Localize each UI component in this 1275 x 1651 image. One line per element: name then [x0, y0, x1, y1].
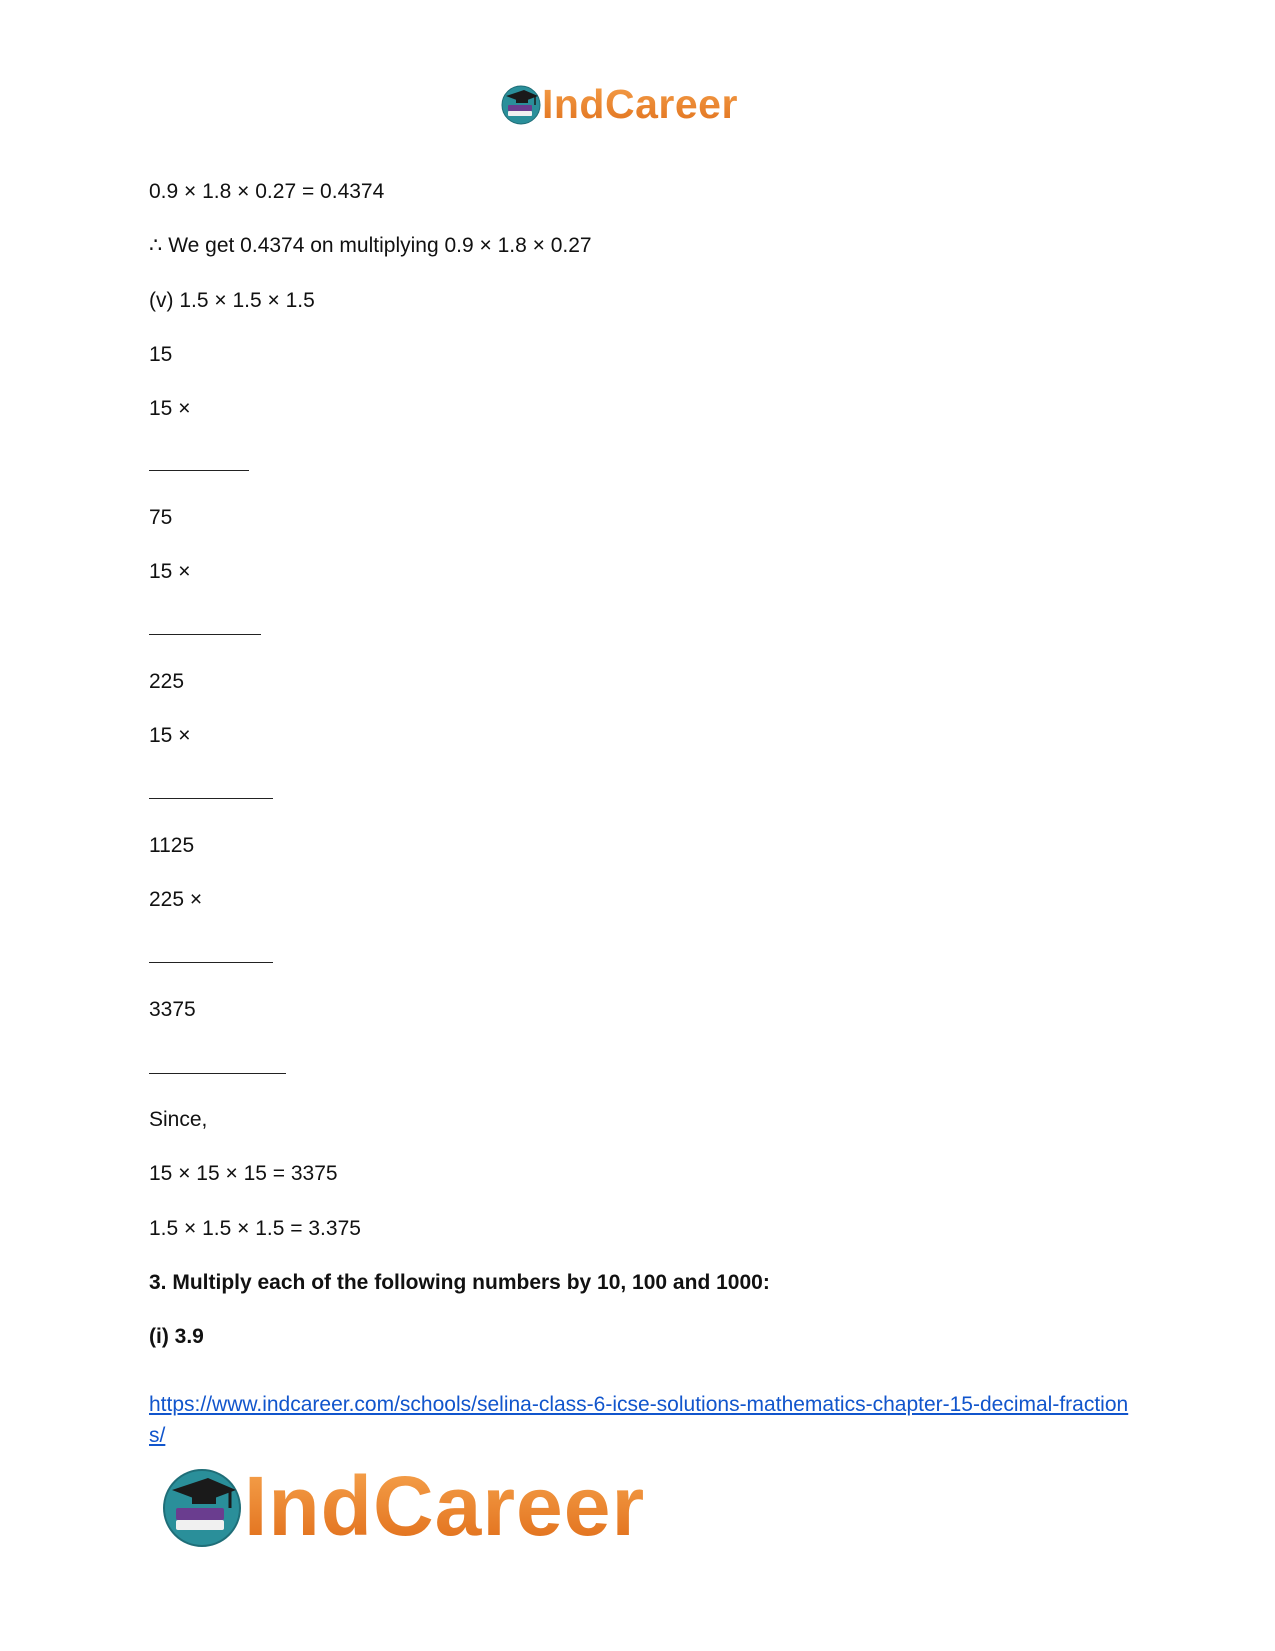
work-line: 15 × 15 × 15 = 3375	[149, 1162, 338, 1185]
conclusion-text: ∴ We get 0.4374 on multiplying 0.9 × 1.8 × 0.27	[149, 234, 592, 257]
work-line: 1.5 × 1.5 × 1.5 = 3.375	[149, 1217, 361, 1240]
work-line: 15	[149, 343, 173, 366]
question-heading: 3. Multiply each of the following numbers by 10, 100 and 1000:	[149, 1271, 770, 1294]
source-url-link[interactable]: https://www.indcareer.com/schools/selina-class-6-icse-solutions-mathematics-chapter-15-decimal-fractions/	[149, 1393, 1129, 1447]
equation-result: 0.9 × 1.8 × 0.27 = 0.4374	[149, 180, 385, 203]
work-line: 15 ×	[149, 560, 191, 583]
work-line: 225	[149, 670, 185, 693]
book-graduation-cap-logo-icon	[500, 83, 542, 125]
work-line: 75	[149, 506, 173, 529]
divider-rule	[149, 962, 273, 963]
book-graduation-cap-logo-icon	[160, 1464, 244, 1548]
subquestion-i: (i) 3.9	[149, 1325, 204, 1348]
subquestion-v: (v) 1.5 × 1.5 × 1.5	[149, 289, 315, 312]
logo-text: IndCareer	[244, 1458, 646, 1553]
divider-rule	[149, 798, 273, 799]
footer-logo	[160, 1460, 645, 1552]
logo-text: IndCareer	[542, 80, 738, 127]
work-line: 3375	[149, 998, 196, 1021]
work-line: 1125	[149, 834, 195, 857]
divider-rule	[149, 470, 249, 471]
work-line: 15 ×	[149, 397, 191, 420]
work-line: 15 ×	[149, 724, 191, 747]
header-logo	[500, 80, 738, 128]
work-line: Since,	[149, 1108, 208, 1131]
divider-rule	[149, 634, 261, 635]
divider-rule	[149, 1073, 286, 1074]
work-line: 225 ×	[149, 888, 203, 911]
